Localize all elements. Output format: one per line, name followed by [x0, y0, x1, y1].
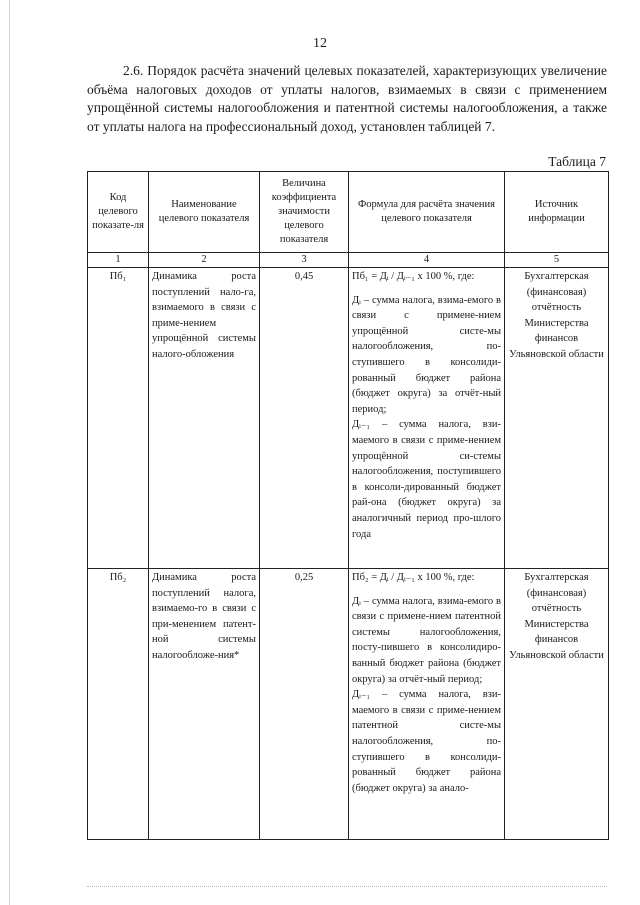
column-numbers-row — [88, 253, 609, 268]
formula-definition-current: Дᵢ – сумма налога, взима-емого в связи с примене-нием патентной системы налогообложения, посту-пившего в консолидиро-ванный бюджет района (бюджет округа) за отчёт-ный период; — [352, 595, 501, 685]
indicators-table — [87, 171, 609, 840]
indicator-code: Пб₁ — [88, 268, 149, 569]
formula-definition-previous: Дᵢ₋₁ – сумма налога, взи-маемого в связи с приме-нением патентной систе-мы налогообложения, по-ступившего в консолиди-рованный бюджет района (бюджет округа) за анало- — [352, 689, 501, 794]
formula-expression: Пб₂ = Дᵢ / Дᵢ₋₁ х 100 %, где: — [352, 572, 475, 583]
scan-bottom-edge — [87, 886, 607, 891]
indicator-name: Динамика роста поступлений налога, взимаемо-го в связи с при-менением патент-ной системы налогообложе-ния* — [149, 569, 260, 840]
formula-definition-current: Дᵢ – сумма налога, взима-емого в связи с примене-нием упрощённой систе-мы налогообложения, по-ступившего в консолиди-рованный бюджет района (бюджет округа) за отчёт-ный период; — [352, 294, 501, 415]
indicator-formula — [349, 569, 505, 840]
intro-text: 2.6. Порядок расчёта значений целевых показателей, характеризующих увеличение объёма налоговых доходов от уплаты налогов, взимаемых в связи с применением упрощённой системы налогообложения и патентной системы налогообложения, а также от уплаты налога на профессиональный доход, установлен таблицей 7. — [87, 63, 607, 134]
header-name: Наименование целевого показателя — [149, 172, 260, 253]
indicator-formula — [349, 268, 505, 569]
column-number: 2 — [149, 253, 260, 268]
table-row — [88, 268, 609, 569]
indicator-code: Пб₂ — [88, 569, 149, 840]
indicator-coefficient: 0,25 — [260, 569, 349, 840]
indicator-source: Бухгалтерская (финансовая) отчётность Министерства финансов Ульяновской области — [505, 569, 609, 840]
page-number: 12 — [313, 36, 327, 51]
column-number: 5 — [505, 253, 609, 268]
column-number: 1 — [88, 253, 149, 268]
table-header-row — [88, 172, 609, 253]
formula-gap — [352, 586, 501, 594]
scan-margin-line — [9, 0, 10, 905]
header-formula: Формула для расчёта значения целевого показателя — [349, 172, 505, 253]
formula-expression: Пб₁ = Дᵢ / Дᵢ₋₁ х 100 %, где: — [352, 271, 475, 282]
column-number: 3 — [260, 253, 349, 268]
indicator-source: Бухгалтерская (финансовая) отчётность Министерства финансов Ульяновской области — [505, 268, 609, 569]
header-source: Источник информации — [505, 172, 609, 253]
table-row — [88, 569, 609, 840]
table-caption: Таблица 7 — [548, 154, 606, 169]
indicator-coefficient: 0,45 — [260, 268, 349, 569]
header-coefficient: Величина коэффициента значимости целевого показателя — [260, 172, 349, 253]
formula-definition-previous: Дᵢ₋₁ – сумма налога, взи-маемого в связи с приме-нением упрощённой си-стемы налогообложения, поступившего в консоли-дированный бюджет рай-она (бюджет округа) за аналогичный период про-шлого года — [352, 419, 501, 540]
header-code: Код целевого показате-ля — [88, 172, 149, 253]
indicator-name: Динамика роста поступлений нало-га, взимаемого в связи с приме-нением упрощённой системы налого-обложения — [149, 268, 260, 569]
intro-paragraph — [87, 62, 607, 136]
column-number: 4 — [349, 253, 505, 268]
formula-gap — [352, 285, 501, 293]
